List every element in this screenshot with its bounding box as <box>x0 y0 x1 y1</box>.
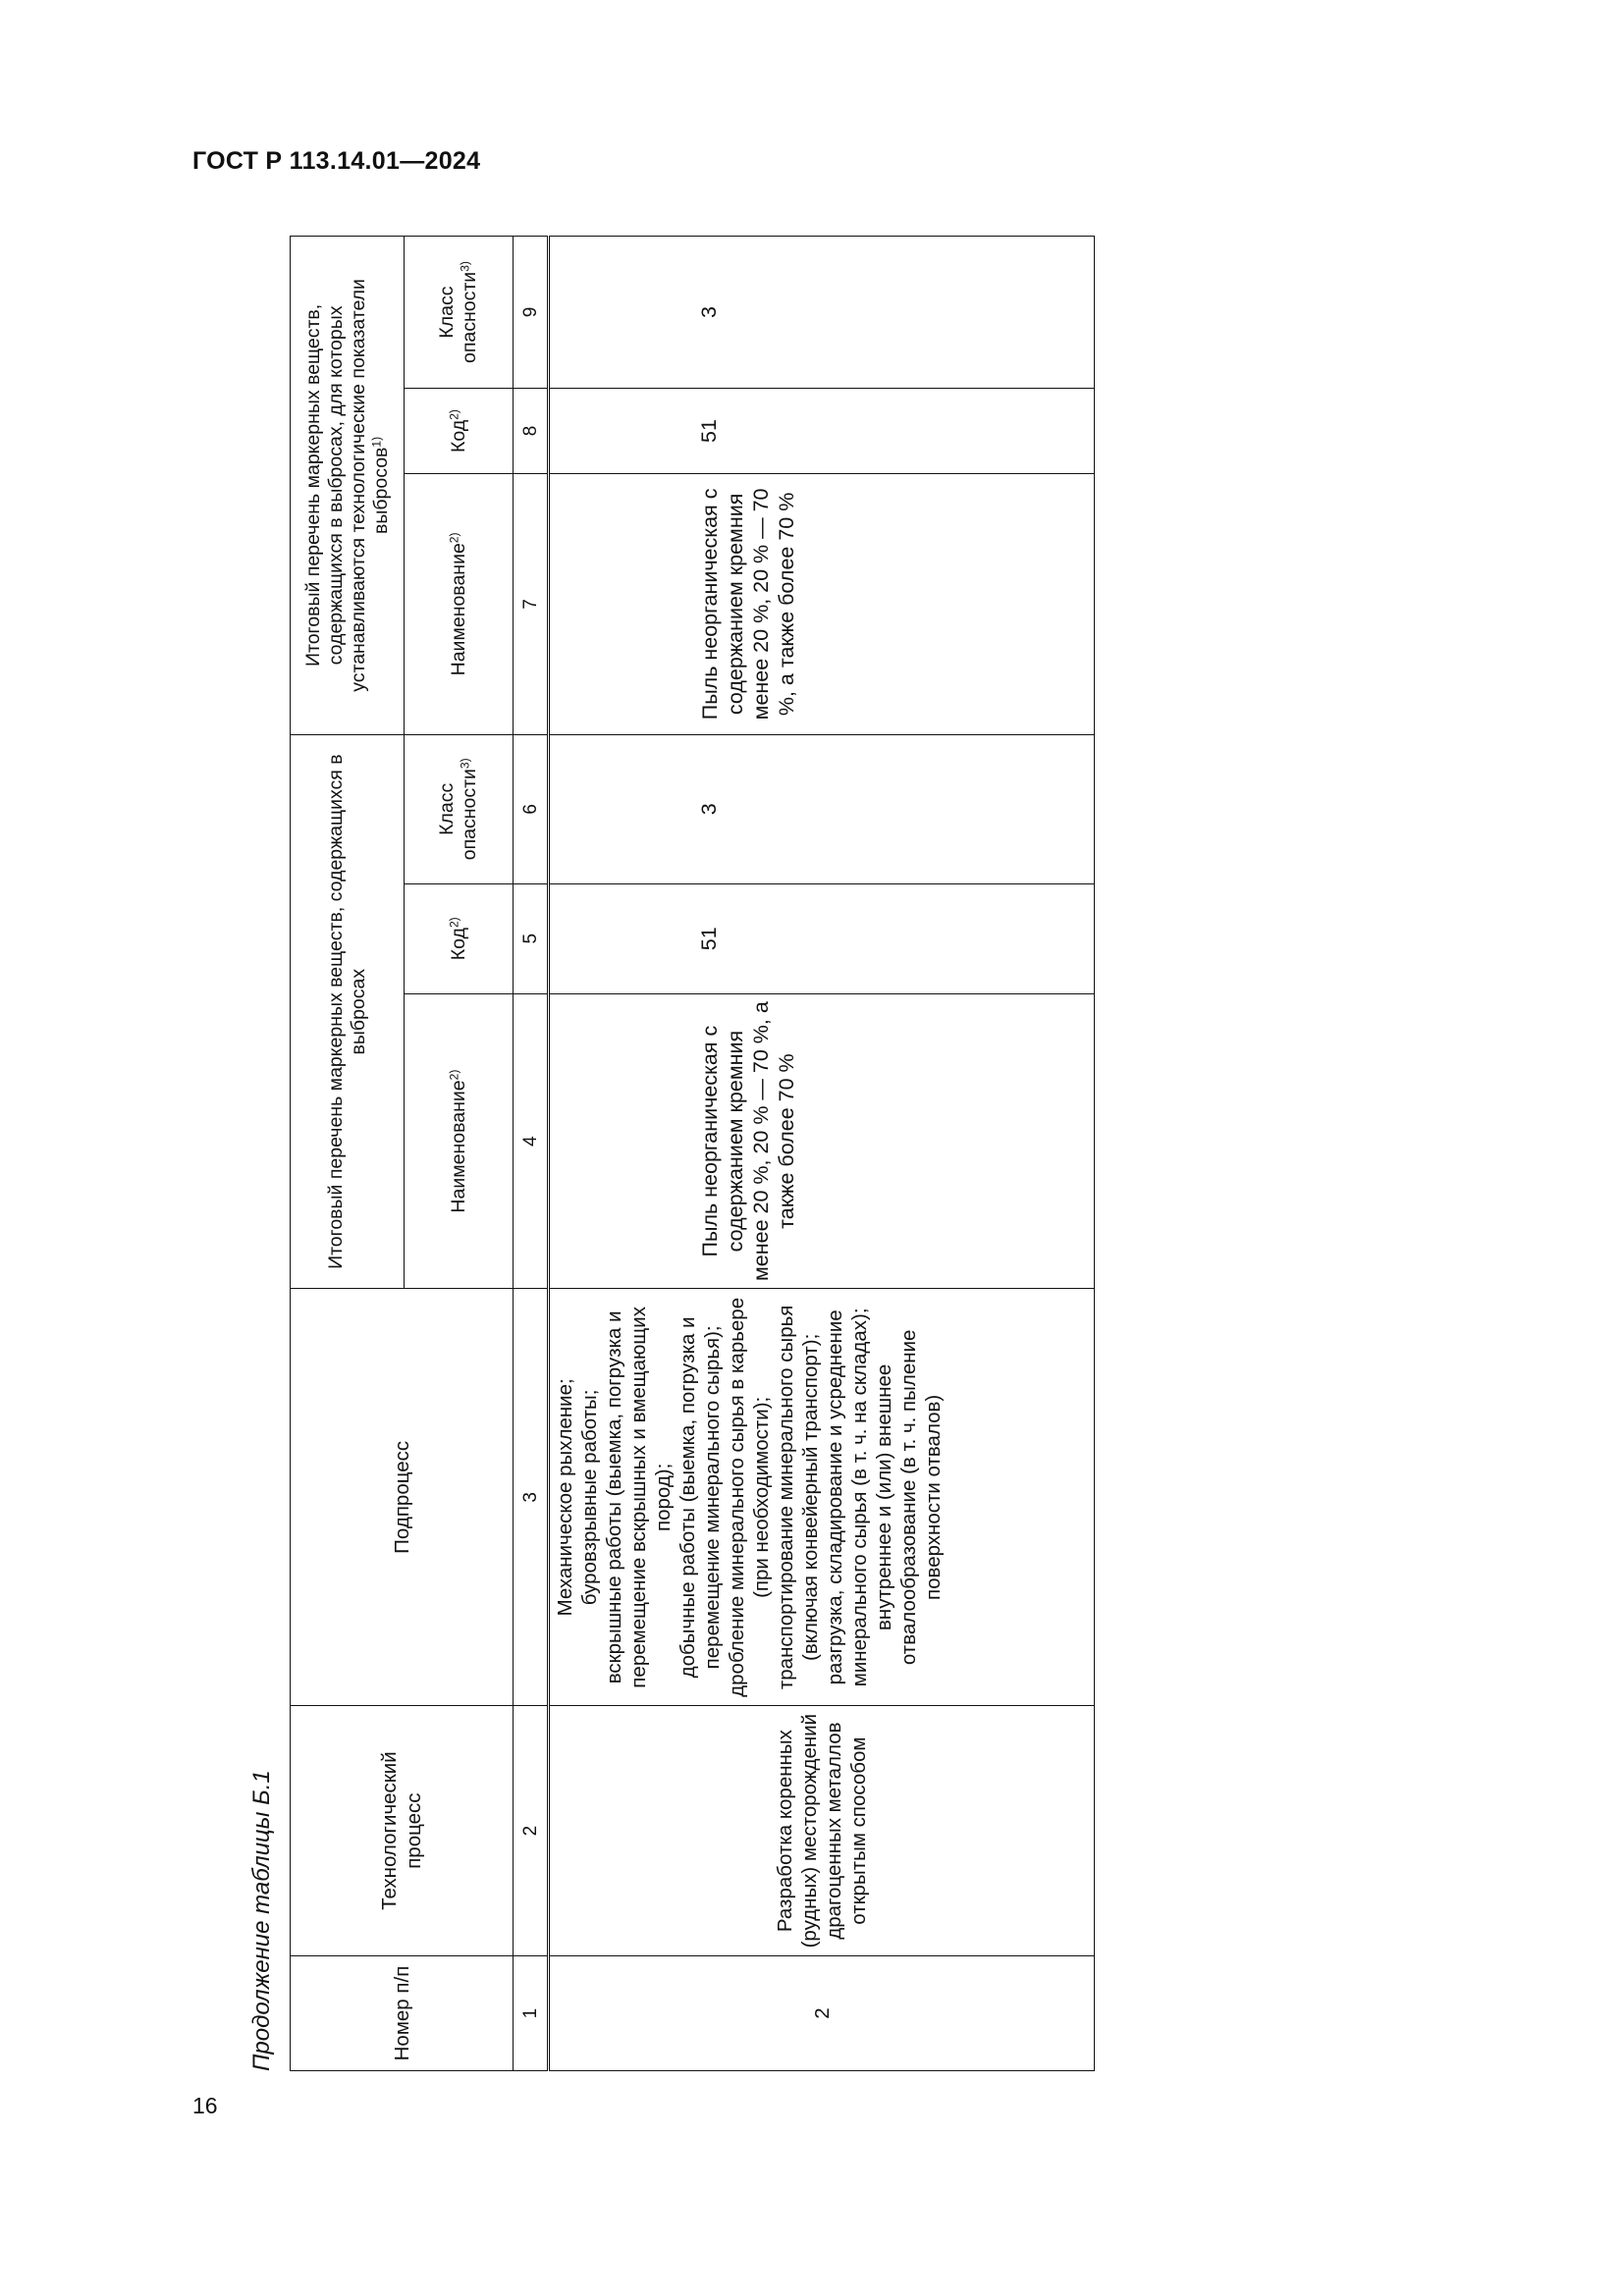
header-a-code: Код$^{2)}$ <box>405 883 514 993</box>
column-number: 3 <box>514 1289 549 1706</box>
row-subprocess <box>549 1289 1095 1706</box>
column-number: 4 <box>514 993 549 1289</box>
header-tech-process: Технологический процесс <box>291 1706 514 1956</box>
header-b-name: Наименование$^{2)}$ <box>405 473 514 734</box>
row-substance-a-code: 51 <box>549 883 1095 993</box>
page-number: 16 <box>192 2093 218 2118</box>
subprocess-line: Механическое рыхление; <box>554 1378 576 1617</box>
row-substance-a-hazard: 3 <box>549 734 1095 883</box>
table-caption: Продолжение таблицы Б.1 <box>248 1770 275 2071</box>
column-number: 7 <box>514 473 549 734</box>
subprocess-line: буровзрывные работы; <box>578 1389 601 1606</box>
column-number: 2 <box>514 1706 549 1956</box>
header-subprocess: Подпроцесс <box>291 1289 514 1706</box>
row-substance-b-hazard: 3 <box>549 237 1095 389</box>
row-substance-a-name: Пыль неорганическая с содержанием кремния менее 20 %, 20 % — 70 %, а также более 70 % <box>549 993 1095 1289</box>
row-number: 2 <box>549 1956 1095 2071</box>
rotated-table-block <box>248 236 1109 2071</box>
column-number: 9 <box>514 237 549 389</box>
column-number: 1 <box>514 1956 549 2071</box>
row-tech-process: Разработка коренных (рудных) месторождений драгоценных металлов открытым способом <box>549 1706 1095 1956</box>
header-group-b: Итоговый перечень маркерных веществ, содержащихся в выбросах, для которых устанавливаются технологические показатели выбросов$^{1)}$ <box>291 237 405 735</box>
header-group-a: Итоговый перечень маркерных веществ, содержащихся в выбросах <box>291 734 405 1289</box>
column-number: 5 <box>514 883 549 993</box>
subprocess-line: добычные работы (выемка, погрузка и перемещение минерального сырья); <box>677 1316 724 1679</box>
subprocess-line: дробление минерального сырья в карьере (при необходимости); <box>726 1297 773 1697</box>
column-number: 8 <box>514 389 549 474</box>
subprocess-line: внутреннее и (или) внешнее отвалообразование (в т. ч. пыление поверхности отвалов) <box>873 1329 945 1666</box>
header-num: Номер п/п <box>291 1956 514 2071</box>
document-standard-title: ГОСТ Р 113.14.01—2024 <box>192 147 481 175</box>
column-number-row <box>514 237 549 2071</box>
row-substance-b-name: Пыль неорганическая с содержанием кремния менее 20 %, 20 % — 70 %, а также более 70 % <box>549 473 1095 734</box>
row-substance-b-code: 51 <box>549 389 1095 474</box>
subprocess-line: транспортирование минерального сырья (включая конвейерный транспорт); <box>775 1305 822 1690</box>
subprocess-line: разгрузка, складирование и усреднение минерального сырья (в т. ч. на складах); <box>824 1308 871 1687</box>
table-row <box>549 237 1095 2071</box>
header-b-code: Код$^{2)}$ <box>405 389 514 474</box>
marker-substances-table <box>290 236 1095 2071</box>
subprocess-line: вскрышные работы (выемка, погрузка и перемещение вскрышных и вмещающих пород); <box>603 1307 675 1688</box>
header-a-hazard: Класс опасности$^{3)}$ <box>405 734 514 883</box>
table-header-row-1 <box>291 237 405 2071</box>
header-a-name: Наименование$^{2)}$ <box>405 993 514 1289</box>
column-number: 6 <box>514 734 549 883</box>
header-b-hazard: Класс опасности$^{3)}$ <box>405 237 514 389</box>
